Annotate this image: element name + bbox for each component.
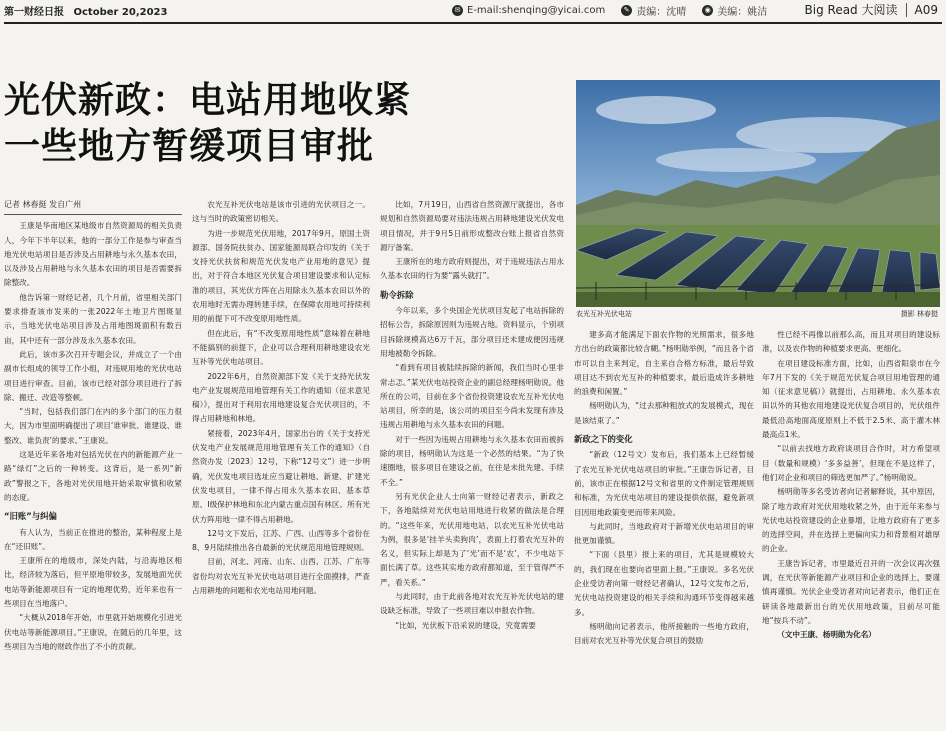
paragraph: 有人认为，当前正在推进的整治，某种程度上是在“还旧账”。 [4, 527, 182, 551]
paragraph: “新政（12号文）发布后，我们基本上已经暂缓了农光互补光伏电站项目的审批。”王康告诉记者，目前，该市正在根据12号文和省里的文件制定管理规则和标准，为光伏电站项目的建设提供依据，避免新项目因用地政策变更而带来风险。 [574, 450, 754, 517]
header-contacts [452, 3, 767, 18]
paragraph: 紧接着，2023年4月，国家出台的《关于支持光伏发电产业发展规范用地管理有关工作的通知》（自然资办发〔2023〕12号，下称“12号文”）进一步明确，光伏发电项目选址应当避让耕地、新建、扩建光伏发电项目，一律不得占用永久基本农田、基本草原、I级保护林地和东北内蒙古重点国有林区。所有光伏方阵用地一律不得占用耕地。 [192, 428, 370, 524]
photo-credit: 摄影 林春挺 [900, 310, 938, 318]
paragraph: 王康所在的地级市，深处内陆，与沿海地区相比，经济较为落后，但平原地带较多，发展地面光伏电站等新能源项目有一定的地理优势，近年来也有一些项目在当地落户。 [4, 556, 182, 609]
header-divider [906, 3, 907, 17]
author-note: （文中王康、杨明勋为化名） [777, 630, 876, 640]
paragraph: 农光互补光伏电站是该市引进的光伏项目之一。这与当时的政策密切相关。 [192, 200, 370, 224]
subheading: 勒令拆除 [380, 289, 414, 300]
caption-text: 农光互补光伏电站 [576, 310, 632, 318]
header-rule [4, 22, 942, 24]
column-en: Big Read [804, 3, 858, 17]
paragraph: 杨明勋向记者表示，他所接触的一些地方政府，目前对农光互补等光伏复合项目的鼓励 [574, 621, 754, 646]
email-address: E-mail:shenqing@yicai.com [467, 5, 606, 16]
photo-image [576, 80, 940, 307]
paragraph: 杨明勋等多名受访者向记者解释说，其中原因，除了地方政府对光伏用地收紧之外，由于近年来参与光伏电站投资建设的企业暴增，让地方政府有了更多的选择空间，并在选择上更偏向实力和背景相对雄厚的企业。 [762, 487, 940, 554]
column-name [805, 1, 898, 18]
editor-contact [621, 3, 686, 18]
byline: 记者 林春挺 发自广州 [4, 198, 182, 215]
paragraph: 比如，7月19日，山西省自然资源厅就提出，各市规划和自然资源局要对违法违规占用耕地建设光伏发电项目情况，并于9月5日前形成整改台账上报省自然资源厅备案。 [380, 200, 564, 252]
page-number: A09 [914, 2, 938, 17]
section-name: 第一财经日报 [4, 7, 64, 18]
header-left [4, 3, 167, 18]
paragraph: “看到有项目被陆续拆除的新闻，我们当时心里非常忐忑。”某光伏电站投资企业的副总经理杨明勋说。他所在的公司，目前在多个省份投资建设农光互补光伏电站项目，所幸的是，该公司的项目至今尚未发现有涉及违规占用耕地与永久基本农田的问题。 [380, 363, 564, 430]
issue-date: October 20,2023 [73, 7, 168, 18]
pen-icon: ✎ [621, 5, 632, 16]
paragraph: 建多高才能满足下面农作物的光照需求，很多地方出台的政策都比较含糊。”杨明勋举例，“而且各个省市可以自主来判定，自主来自合格方标准，最后导致项目达不到农光互补的种植要求，最后造成许多耕地的浪费和闲置。” [574, 330, 754, 397]
headline [4, 78, 564, 170]
paragraph: 杨明勋认为，“过去那种粗放式的发展模式，现在是该结束了。” [574, 401, 754, 425]
paragraph: “下面（县里）报上来的项目，尤其是规模较大的，我们现在也要向省里面上报。”王康说。多名光伏企业受访者向第一财经记者确认，12号文发布之后，光伏电站投资建设的相关手续和沟通环节变得越来越多。 [574, 550, 754, 617]
header-right [805, 1, 938, 18]
paragraph: 性已经不再像以前那么高，而且对项目的建设标准，以及农作物的种植要求更高、更细化。 [762, 330, 940, 354]
headline-line-2: 一些地方暂缓项目审批 [4, 126, 375, 167]
paragraph: 12号文下发后，江苏、广西、山西等多个省份在8、9月陆续推出各自最新的光伏规范用地管理规则。 [192, 528, 370, 553]
article-column-2 [192, 198, 370, 598]
paragraph: 他告诉第一财经记者，几个月前，省里相关部门要求排查该市发来的一张2022年土地卫片图斑显示，当地光伏电站项目涉及占用地图斑面积有数百亩，其中还有一部分涉及永久基本农田。 [4, 292, 182, 345]
paragraph: 今年以来，多个央国企光伏项目发起了电站拆除的招标公告，拆除原因则为违规占地。资料显示，个别项目拆除规模高达6万千瓦，部分项目还未建成便因违规用地被勒令拆除。 [380, 306, 564, 358]
paragraph: 与此同时，由于此前各地对农光互补光伏电站的建设缺乏标准，导致了一些项目难以申报农作物。 [380, 592, 564, 616]
camera-icon: ◉ [702, 5, 713, 16]
paragraph: “以前去找地方政府谈项目合作时，对方希望项目（数量和规模）‘多多益善’，但现在不是这样了，他们对企业和项目的筛选更加严了。”杨明勋说。 [762, 444, 940, 482]
designer-contact [702, 3, 767, 18]
paragraph: 与此同时，当地政府对于新增光伏电站项目的审批更加谨慎。 [574, 521, 754, 546]
paragraph: 2022年6月，自然资源部下发《关于支持光伏发电产业发展规范用地管理有关工作的通知（征求意见稿）》，提出对于利用农用地建设复合光伏项目的，不得占用耕地和林地。 [192, 371, 370, 424]
subheading: “旧账”与纠偏 [4, 511, 57, 522]
headline-line-1: 光伏新政：电站用地收紧 [4, 80, 412, 121]
paragraph: “大概从2018年开始，市里就开始规模化引进光伏电站等新能源项目。”王康说，在随后的几年里，这些项目为当地的财政作出了不小的贡献。 [4, 613, 182, 651]
article-column-3 [380, 198, 564, 633]
paragraph: 目前，河北、河南、山东、山西、江苏、广东等省份均对农光互补光伏电站项目进行全面摸排，严查占用耕地的问题和农光电站用地问题。 [192, 557, 370, 596]
solar-farm-photo [576, 80, 940, 307]
paragraph: 王康告诉记者，市里最近召开的一次会议再次强调，在光伏等新能源产业项目和企业的选择上，要谨慎再谨慎。光伏企业受访者对向记者表示，他们正在研读各地最新出台的光伏用地政策，目前尽可能地“按兵不动”。 [762, 558, 940, 625]
article-column-4 [574, 328, 754, 649]
paragraph: 但在此后，有“不改变原用地性质”意味着在耕地不能搞别的前提下，企业可以合理利用耕地建设农光互补等光伏电站项目。 [192, 328, 370, 367]
column-cn: 大阅读 [861, 3, 898, 17]
paragraph: “比如，光伏板下沿采说的建设，究竟需要 [395, 620, 536, 630]
paragraph: 对于一些因为违规占用耕地与永久基本农田而被拆除的项目，杨明勋认为这是一个必然的结果。“为了快速圈地，很多项目在建设之前，在往是未批先建、手续不全。” [380, 434, 564, 487]
email-contact [452, 5, 605, 16]
paragraph: 在项目建设标准方面，比如，山西省阳泉市在今年7月下发的《关于规范光伏复合项目用地管理的通知（征求意见稿）》就提出，占用耕地、永久基本农田以外的其他农用地建设光伏复合项目的，光伏组件最低沿高地面高度原则上不低于2.5米、高于灌木林最高点1米。 [762, 358, 940, 440]
photo-caption [576, 309, 940, 323]
subheading: 新政之下的变化 [574, 434, 633, 445]
paragraph: 这是近年来各地对包括光伏在内的新能源产业一路“绿灯”之后的一种转变。这背后，是一系列“新政”警报之下，各地对光伏用地开始采取审慎和收紧的态度。 [4, 450, 182, 502]
designer-label: 美编：姚洁 [717, 7, 768, 18]
paragraph: 此后，该市多次召开专题会议，并成立了一个由副市长组成的领导工作小组，对违规用地的光伏电站项目进行审查。目前，该市已经对部分项目进行了拆除、搬迁、改造等整顿。 [4, 349, 182, 402]
mail-icon: ✉ [452, 5, 463, 16]
paragraph: “当时，包括我们部门在内的多个部门的压力很大，因为市里面明确提出了项目‘谁审批、谁建设、谁整改、谁负责’的要求。”王康说。 [4, 407, 182, 445]
page-header [0, 0, 946, 26]
editor-label: 责编：沈晴 [636, 7, 687, 18]
paragraph: 王康所在的地方政府则提出，对于违规违法占用永久基本农田的行为要“露头就打”。 [380, 257, 564, 281]
paragraph: 为进一步规范光伏用地，2017年9月，原国土资源部、国务院扶贫办、国家能源局联合印发的《关于支持光伏扶贫和规范光伏发电产业用地的意见》提出，对于符合本地区光伏复合项目建设要求和认定标准的项目，其光伏方阵在占用除永久基本农田以外的农用地时无需办理转建手续，在保障农用地可持续利用的前提下可不改变原用地性质。 [192, 228, 370, 324]
article-column-1 [4, 198, 182, 654]
paragraph: 另有光伏企业人士向第一财经记者表示，新政之下，各地陆续对光伏电站用地进行收紧的做法是合理的。“这些年来，光伏用地电站，以农光互补光伏电站为例，很多是‘挂羊头卖狗肉’，表面上打着农光互补的名义，但实际上却是为了‘光’而不是‘农’，不少电站下面长满了草。这些其实地方政府都知道，至于管得严不严，看关系。” [380, 491, 564, 587]
paragraph: 王康是华南地区某地级市自然资源局的相关负责人，今年下半年以来，他的一部分工作是参与审查当地光伏电站项目是否涉及占用耕地与永久基本农田，以及涉及占用耕地与永久基本农田的项目是否需要拆除整改。 [4, 221, 182, 288]
article-column-5 [762, 328, 940, 643]
